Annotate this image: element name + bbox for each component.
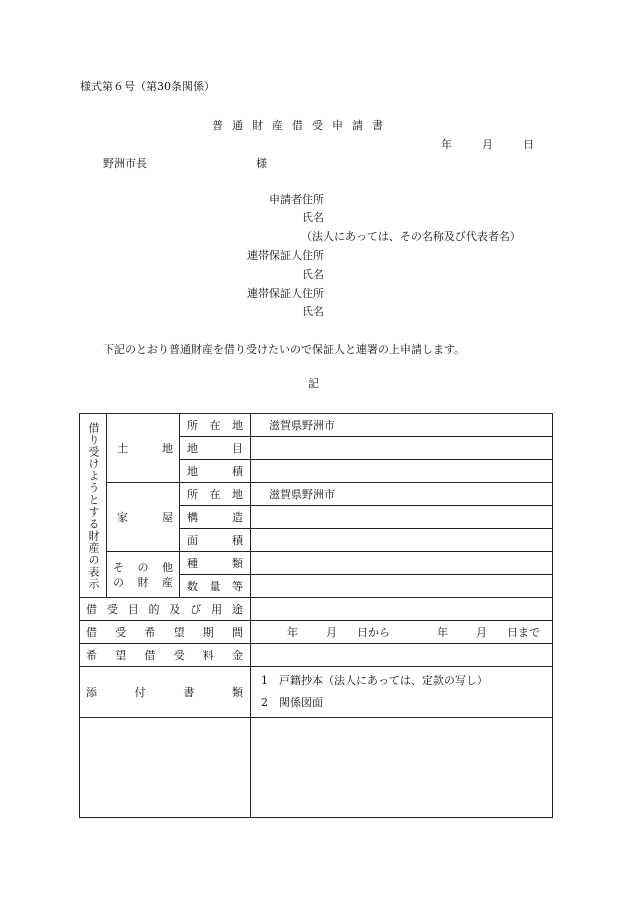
land-category-label: 地 目 — [180, 437, 251, 460]
attachments-list — [251, 667, 553, 718]
period-value[interactable]: 年 月 日から 年 月 日まで — [251, 621, 553, 644]
applicant-note: （法人にあっては、その名称及び代表者名） — [301, 230, 521, 243]
applicant-address-label: 申請者住所 — [269, 193, 324, 206]
land-category-value[interactable] — [251, 437, 553, 460]
house-structure-value[interactable] — [251, 506, 553, 529]
honorific: 様 — [256, 157, 267, 170]
guarantor1-name-label: 氏名 — [302, 268, 324, 281]
other-quantity-value[interactable] — [251, 575, 553, 598]
intro-text: 下記のとおり普通財産を借り受けたいので保証人と連署の上申請します。 — [103, 343, 466, 356]
purpose-label: 借 受 目 的 及 び 用 途 — [80, 598, 251, 621]
land-area-value[interactable] — [251, 460, 553, 483]
purpose-value[interactable] — [251, 598, 553, 621]
other-type-value[interactable] — [251, 552, 553, 575]
document-title: 普通財産借受申請書 — [212, 119, 392, 132]
fee-value[interactable] — [251, 644, 553, 667]
blank-right-cell[interactable] — [251, 718, 553, 818]
guarantor2-name-label: 氏名 — [302, 305, 324, 318]
attachments-label: 添 付 書 類 — [80, 667, 251, 718]
house-area-label: 面 積 — [180, 529, 251, 552]
date-year: 年 — [441, 138, 452, 151]
ki-heading: 記 — [308, 377, 319, 390]
other-type-label: 種 類 — [180, 552, 251, 575]
date-day: 日 — [523, 138, 534, 151]
period-label: 借 受 希 望 期 間 — [80, 621, 251, 644]
guarantor1-address-label: 連帯保証人住所 — [247, 249, 324, 262]
fee-label: 希 望 借 受 料 金 — [80, 644, 251, 667]
house-structure-label: 構 造 — [180, 506, 251, 529]
land-location-label: 所 在 地 — [180, 414, 251, 437]
addressee: 野洲市長 — [103, 157, 147, 170]
date-month: 月 — [482, 138, 493, 151]
house-location-label: 所 在 地 — [180, 483, 251, 506]
house-label: 家 屋 — [107, 483, 180, 552]
house-area-value[interactable] — [251, 529, 553, 552]
date-line — [441, 139, 534, 150]
attachment-item: 2 関係図面 — [261, 696, 323, 709]
side-heading: 借り受けようとする財産の表示 — [80, 414, 107, 598]
guarantor2-address-label: 連帯保証人住所 — [247, 287, 324, 300]
other-quantity-label: 数 量 等 — [180, 575, 251, 598]
attachment-item: 1 戸籍抄本（法人にあっては、定款の写し） — [261, 674, 488, 687]
other-property-label: そ の 他 の 財 産 — [107, 552, 180, 598]
applicant-name-label: 氏名 — [302, 211, 324, 224]
land-location-value[interactable]: 滋賀県野洲市 — [251, 414, 553, 437]
property-table — [79, 413, 553, 818]
form-number: 様式第６号（第30条関係） — [80, 80, 215, 93]
land-label: 土 地 — [107, 414, 180, 483]
land-area-label: 地 積 — [180, 460, 251, 483]
house-location-value[interactable]: 滋賀県野洲市 — [251, 483, 553, 506]
blank-left-cell[interactable] — [80, 718, 251, 818]
